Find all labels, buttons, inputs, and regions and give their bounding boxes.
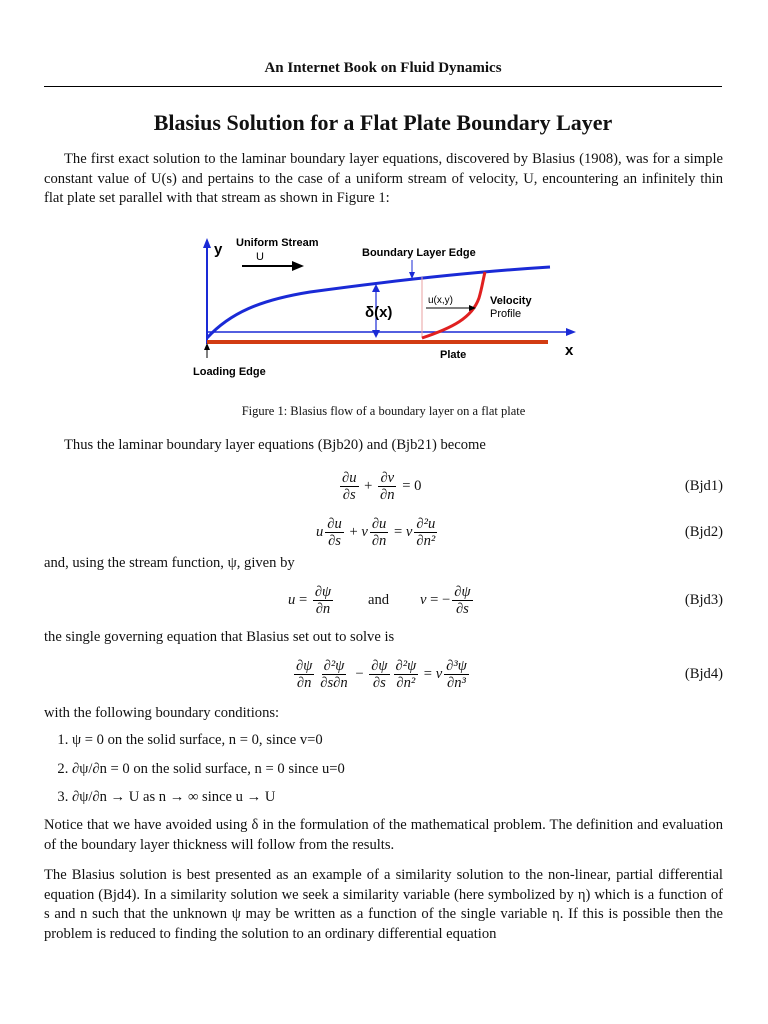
equation-and-word: and: [368, 592, 390, 608]
blasius-figure: [190, 228, 590, 388]
uniform-stream-label: Uniform Stream: [236, 237, 319, 249]
equation-number-bjd4: (Bjd4): [684, 666, 723, 682]
uniform-stream-u-label: U: [256, 251, 264, 263]
boundary-conditions-list: [44, 731, 723, 817]
velocity-profile-label-line2: Profile: [490, 308, 522, 320]
list-item: 2. ∂ψ/∂n = 0 on the solid surface, n = 0 since u=0: [72, 760, 723, 780]
equation-bjd4: $\frac{\partial\psi}{\partial n}$ $\frac{\text{∂²ψ}}{\partial s\partial n}$ − $\frac{\partial\psi}{\partial s}$ $\frac{\text{∂²ψ}}{\text{∂n²}}$ = ν $\frac{\text{∂³ψ}}{\text{∂n³}}$ (Bjd4): [296, 658, 723, 691]
intro-paragraph: The first exact solution to the laminar boundary layer equations, discovered by Blasius (1908), was for a simple constant value of U(s) and pertains to the case of a uniform stream of velocity, U, encountering an infinitely thin flat plate set parallel with that stream as shown in Figure 1:: [44, 151, 723, 206]
thus-paragraph: Thus the laminar boundary layer equations (Bjb20) and (Bjb21) become: [64, 437, 486, 453]
leading-edge-arrow-icon: [204, 343, 210, 350]
equation-bjd1: $\frac{\partial u}{\partial s}$ + $\frac{\partial v}{\partial n}$ = 0 (Bjd1): [342, 470, 723, 503]
leading-edge-label: Loading Edge: [193, 366, 266, 378]
delta-label: δ(x): [365, 304, 393, 321]
equation-number-bjd2: (Bjd2): [684, 524, 723, 540]
equation-bjd2: u $\frac{\partial u}{\partial s}$ + v $\frac{\partial u}{\partial n}$ = ν $\frac{\text{∂²u}}{\text{∂n²}}$ (Bjd2): [316, 516, 723, 549]
book-header: An Internet Book on Fluid Dynamics: [264, 60, 502, 76]
list-item: 1. ψ = 0 on the solid surface, n = 0, since v=0: [72, 731, 723, 751]
stream-arrow-icon: [292, 261, 304, 271]
figure-caption: Figure 1: Blasius flow of a boundary layer on a flat plate: [241, 404, 526, 418]
boundary-conditions-intro: with the following boundary conditions:: [44, 705, 280, 721]
similarity-paragraph: The Blasius solution is best presented as an example of a similarity solution to the non-linear, partial differential equation (Bjd4). In a similarity solution we seek a similarity variable (here symbolized by η) which is a function of s and n such that the unknown ψ may be written as a function of the single variable η. If this is possible then the problem is reduced to finding the solution to an ordinary differential equation: [44, 867, 723, 942]
velocity-profile-label-line1: Velocity: [490, 295, 532, 307]
delta-down-arrow-icon: [372, 330, 380, 338]
boundary-edge-label: Boundary Layer Edge: [362, 247, 476, 259]
equation-number-bjd3: (Bjd3): [684, 592, 723, 608]
x-axis-label: x: [565, 342, 574, 359]
plate-label: Plate: [440, 349, 467, 361]
header-rule: [44, 86, 722, 87]
list-item: 3. ∂ψ/∂n → U as n → ∞ since u → U: [72, 788, 723, 808]
uxy-label: u(x,y): [428, 295, 453, 306]
page-title: Blasius Solution for a Flat Plate Boundary Layer: [153, 110, 613, 135]
y-axis-label: y: [214, 241, 223, 258]
y-axis-arrow-icon: [203, 238, 211, 248]
x-axis-arrow-icon: [566, 328, 576, 336]
single-equation-text: the single governing equation that Blasius set out to solve is: [44, 629, 395, 645]
equation-bjd3: u = $\frac{\partial\psi}{\partial n}$ and v = − $\frac{\partial\psi}{\partial s}$ (Bjd3): [288, 584, 723, 617]
notice-paragraph: Notice that we have avoided using δ in the formulation of the mathematical problem. The definition and evaluation of the boundary layer thickness will follow from the results.: [44, 817, 723, 853]
equation-number-bjd1: (Bjd1): [684, 478, 723, 494]
stream-function-text: and, using the stream function, ψ, given by: [44, 555, 295, 571]
